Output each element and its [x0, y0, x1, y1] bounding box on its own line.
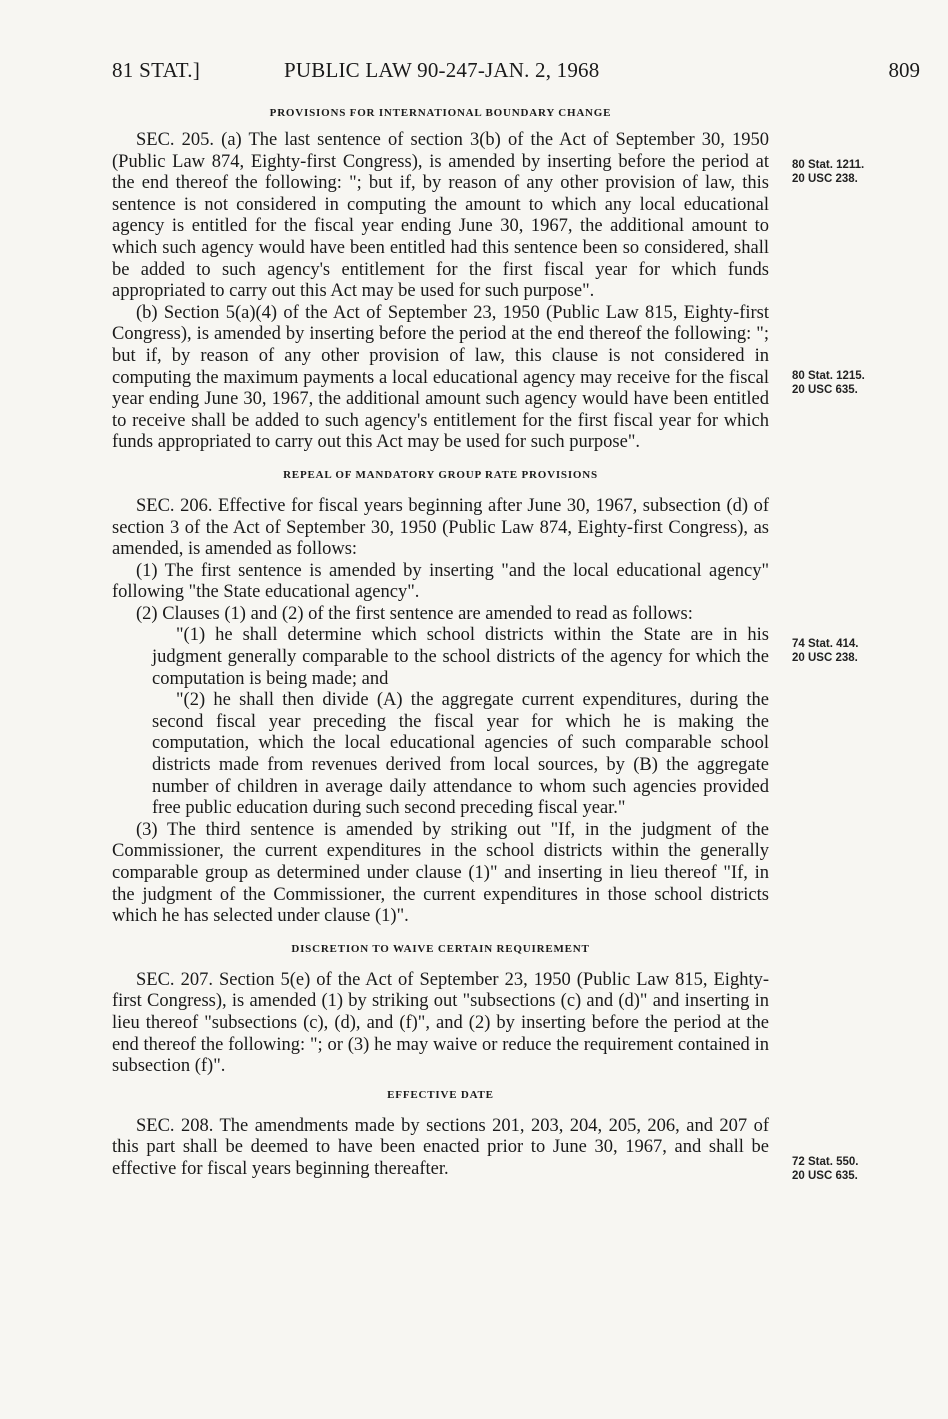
section-206-item-1: (1) The first sentence is amended by inserting "and the local educational agency" following "the State educational agency".	[112, 560, 769, 603]
section-205-heading: PROVISIONS FOR INTERNATIONAL BOUNDARY CHANGE	[269, 107, 612, 119]
margin-note-stat: 74 Stat. 414.	[792, 638, 859, 650]
body-text	[112, 100, 769, 1181]
margin-note-stat: 80 Stat. 1215.	[792, 370, 865, 382]
margin-note-stat: 80 Stat. 1211.	[792, 159, 865, 171]
section-205-b: (b) Section 5(a)(4) of the Act of September 23, 1950 (Public Law 815, Eighty-first Congress), is amended by inserting before the period at the end thereof the following: "; but if, by reason of any other provision of law, this clause is not considered in computing the maximum payments a local educational agency may receive for the fiscal year ending June 30, 1967, the additional amount such agency would have been entitled to receive shall be added to such agency's entitlement for the first fiscal year for which funds appropriated to carry out this Act may be used for such purpose".	[112, 302, 769, 453]
margin-note-stat: 72 Stat. 550.	[792, 1156, 859, 1168]
page-number: 809	[888, 58, 920, 82]
section-206-item-2: (2) Clauses (1) and (2) of the first sentence are amended to read as follows:	[136, 603, 693, 624]
margin-note-usc: 20 USC 635.	[792, 384, 858, 396]
margin-note	[792, 1155, 912, 1183]
stat-volume: 81 STAT.]	[112, 58, 201, 82]
margin-note	[792, 369, 912, 397]
section-206-quote-1: "(1) he shall determine which school districts within the State are in his judgment generally comparable to the school districts of the agency for which the computation is being made; and	[152, 625, 769, 689]
margin-note-usc: 20 USC 238.	[792, 652, 858, 664]
page-title: PUBLIC LAW 90-247-JAN. 2, 1968	[284, 58, 600, 82]
section-207-para: SEC. 207. Section 5(e) of the Act of September 23, 1950 (Public Law 815, Eighty-first Congress), is amended (1) by striking out "subsections (c) and (d)" and inserting in lieu thereof "subsections (c), (d), and (f)", and (2) by inserting before the period at the end thereof the following: "; or (3) he may waive or reduce the requirement contained in subsection (f)".	[112, 969, 769, 1077]
section-207-heading: DISCRETION TO WAIVE CERTAIN REQUIREMENT	[291, 942, 590, 955]
section-206-quote-2: "(2) he shall then divide (A) the aggregate current expenditures, during the second fiscal year preceding the fiscal year for which he is making the computation, which the local educational agencies of such comparable school districts made from revenues derived from local sources, by (B) the aggregate number of children in average daily attendance to whom such agencies provided free public education during such second preceding fiscal year."	[152, 690, 769, 819]
margin-note-usc: 20 USC 635.	[792, 1170, 858, 1182]
section-205-a: SEC. 205. (a) The last sentence of section 3(b) of the Act of September 30, 1950 (Public Law 874, Eighty-first Congress), is amended by inserting before the period at the end thereof the following: "; but if, by reason of any other provision of law, this sentence is not considered in computing the amount to which any local educational agency is entitled for the fiscal year ending June 30, 1967, the additional amount to which such agency would have been entitled had this sentence been so considered, shall be added to such agency's entitlement for the first fiscal year for which funds appropriated to carry out this Act may be used for such purpose".	[112, 130, 769, 302]
margin-note	[792, 158, 912, 186]
section-206-item-3: (3) The third sentence is amended by striking out "If, in the judgment of the Commissioner, the current expenditures in the school districts within the generally comparable group as determined under clause (1)" and inserting in lieu thereof "If, in the judgment of the Commissioner, the current expenditures in those school districts which he has selected under clause (1)".	[112, 819, 769, 927]
running-head	[112, 56, 920, 96]
margin-note	[792, 637, 912, 665]
section-208-heading: EFFECTIVE DATE	[387, 1088, 494, 1101]
section-206-intro: SEC. 206. Effective for fiscal years beginning after June 30, 1967, subsection (d) of section 3 of the Act of September 30, 1950 (Public Law 874, Eighty-first Congress), as amended, is amended as follows:	[112, 495, 769, 560]
section-208-para: SEC. 208. The amendments made by sections 201, 203, 204, 205, 206, and 207 of this part shall be deemed to have been enacted prior to June 30, 1967, and shall be effective for fiscal years beginning thereafter.	[112, 1115, 769, 1179]
margin-note-usc: 20 USC 238.	[792, 173, 858, 185]
section-206-heading: REPEAL OF MANDATORY GROUP RATE PROVISIONS	[283, 468, 598, 481]
